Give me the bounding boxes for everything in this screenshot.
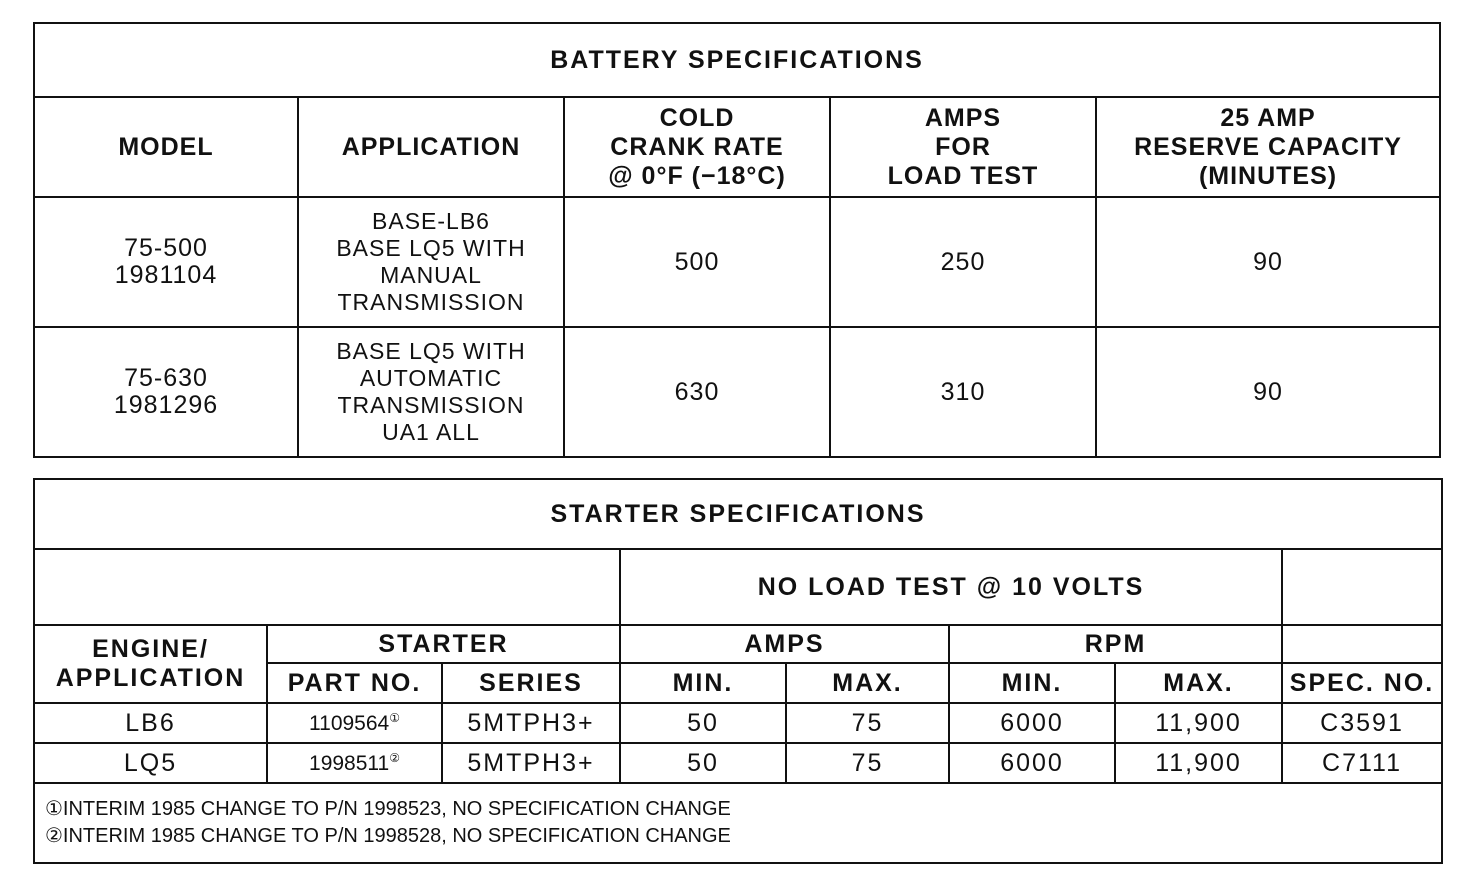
- header-rpm-min: MIN.: [949, 663, 1115, 703]
- header-application: APPLICATION: [298, 97, 564, 197]
- blank-cell: [1282, 625, 1442, 663]
- header-cold-crank-rate: [564, 97, 830, 197]
- battery-model-cell: [34, 327, 298, 457]
- application-line: BASE LQ5 WITH: [336, 235, 526, 261]
- battery-model-number: 75-630: [124, 364, 208, 392]
- header-amps-load-test: [830, 97, 1096, 197]
- header-amps-line-1: AMPS: [924, 103, 1002, 132]
- spec-no-value: C3591: [1282, 703, 1442, 743]
- battery-part-number: 1981104: [114, 261, 218, 289]
- series-value: 5MTPH3+: [442, 743, 620, 783]
- no-load-test-header: NO LOAD TEST @ 10 VOLTS: [620, 549, 1282, 625]
- blank-cell: [34, 549, 620, 625]
- engine-value: LQ5: [34, 743, 267, 783]
- header-engine-application: [34, 625, 267, 703]
- battery-application-cell: [298, 197, 564, 327]
- footnote-marker: ②: [389, 750, 400, 765]
- battery-application-cell: [298, 327, 564, 457]
- header-engine-line-1: ENGINE/: [92, 635, 209, 663]
- battery-part-number: 1981296: [113, 391, 219, 419]
- header-series: SERIES: [442, 663, 620, 703]
- battery-row: [34, 197, 1440, 327]
- part-no-cell: [267, 743, 442, 783]
- footnotes: [34, 783, 1442, 863]
- blank-cell: [1282, 549, 1442, 625]
- application-line: BASE LQ5 WITH: [336, 338, 526, 364]
- reserve-capacity-value: 90: [1096, 327, 1440, 457]
- application-line: MANUAL: [380, 262, 482, 288]
- header-reserve-line-1: 25 AMP: [1220, 103, 1316, 132]
- reserve-capacity-value: 90: [1096, 197, 1440, 327]
- header-starter: STARTER: [267, 625, 620, 663]
- footnote-marker: ①: [389, 710, 400, 725]
- cold-crank-value: 630: [564, 327, 830, 457]
- header-cold-crank-line-3: @ 0°F (−18°C): [608, 161, 786, 190]
- part-no-cell: [267, 703, 442, 743]
- amps-load-test-value: 250: [830, 197, 1096, 327]
- amps-max-value: 75: [786, 703, 949, 743]
- starter-table-title: STARTER SPECIFICATIONS: [34, 479, 1442, 549]
- header-part-no: PART NO.: [267, 663, 442, 703]
- header-rpm: RPM: [949, 625, 1282, 663]
- header-cold-crank-line-1: COLD: [659, 103, 735, 132]
- header-amps-max: MAX.: [786, 663, 949, 703]
- battery-specifications-table: [33, 22, 1441, 458]
- header-reserve-capacity: [1096, 97, 1440, 197]
- header-amps-line-2: FOR: [935, 132, 991, 161]
- header-amps-min: MIN.: [620, 663, 786, 703]
- cold-crank-value: 500: [564, 197, 830, 327]
- battery-row: [34, 327, 1440, 457]
- header-spec-no: SPEC. NO.: [1282, 663, 1442, 703]
- application-line: UA1 ALL: [382, 419, 480, 445]
- application-line: TRANSMISSION: [337, 289, 525, 315]
- header-reserve-line-3: (MINUTES): [1198, 161, 1338, 190]
- starter-specifications-table: [33, 478, 1443, 864]
- battery-model-number: 75-500: [124, 234, 208, 262]
- series-value: 5MTPH3+: [442, 703, 620, 743]
- rpm-min-value: 6000: [949, 743, 1115, 783]
- rpm-min-value: 6000: [949, 703, 1115, 743]
- header-model: MODEL: [34, 97, 298, 197]
- engine-value: LB6: [34, 703, 267, 743]
- application-line: BASE-LB6: [372, 208, 490, 234]
- header-rpm-max: MAX.: [1115, 663, 1282, 703]
- rpm-max-value: 11,900: [1115, 743, 1282, 783]
- amps-load-test-value: 310: [830, 327, 1096, 457]
- battery-table-title: BATTERY SPECIFICATIONS: [34, 23, 1440, 97]
- footnote: ②INTERIM 1985 CHANGE TO P/N 1998528, NO SPECIFICATION CHANGE: [45, 825, 731, 847]
- starter-row: [34, 703, 1442, 743]
- part-no-value: 1998511: [309, 751, 390, 775]
- application-line: AUTOMATIC: [359, 365, 503, 391]
- header-amps-line-3: LOAD TEST: [887, 161, 1039, 190]
- footnote: ①INTERIM 1985 CHANGE TO P/N 1998523, NO SPECIFICATION CHANGE: [45, 798, 731, 820]
- header-reserve-line-2: RESERVE CAPACITY: [1134, 132, 1402, 161]
- header-engine-line-2: APPLICATION: [55, 664, 246, 692]
- battery-model-cell: [34, 197, 298, 327]
- amps-min-value: 50: [620, 703, 786, 743]
- spec-no-value: C7111: [1282, 743, 1442, 783]
- header-amps: AMPS: [620, 625, 949, 663]
- part-no-value: 1109564: [309, 711, 390, 735]
- application-line: TRANSMISSION: [337, 392, 525, 418]
- amps-max-value: 75: [786, 743, 949, 783]
- amps-min-value: 50: [620, 743, 786, 783]
- header-cold-crank-line-2: CRANK RATE: [610, 132, 784, 161]
- rpm-max-value: 11,900: [1115, 703, 1282, 743]
- starter-row: [34, 743, 1442, 783]
